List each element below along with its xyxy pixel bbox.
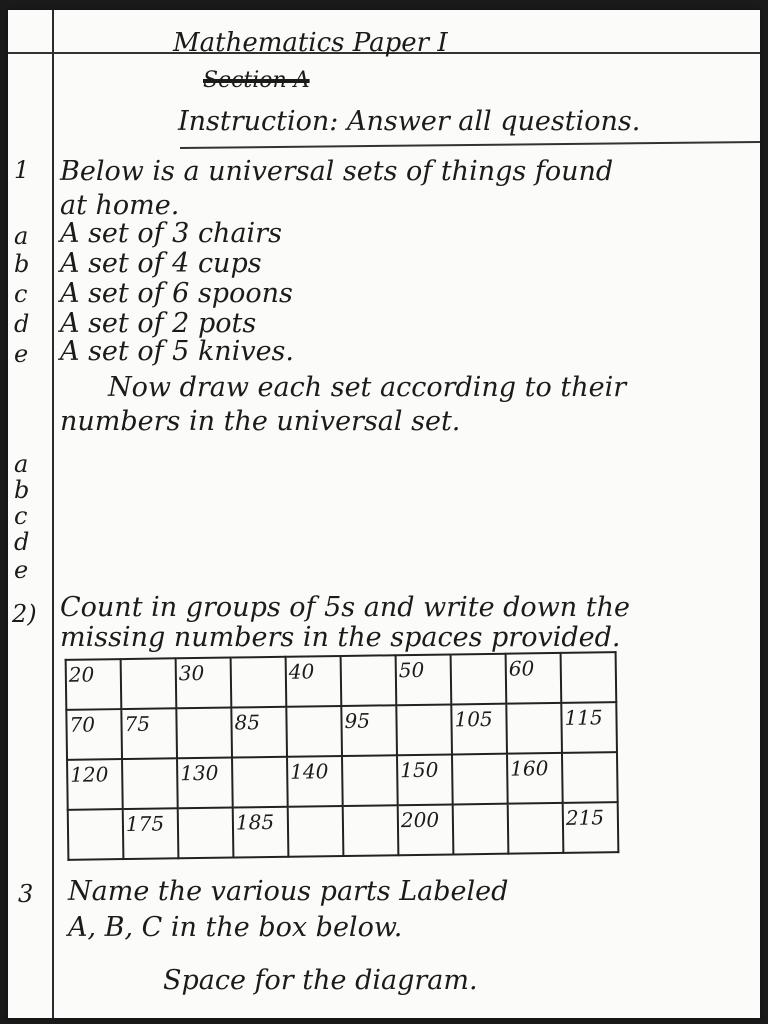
instruction-underline — [180, 141, 760, 149]
table-cell: 185 — [233, 807, 289, 858]
table-cell: 200 — [398, 804, 454, 855]
table-row — [66, 652, 617, 710]
answer-letter-d: d — [14, 528, 30, 556]
table-cell — [562, 752, 618, 803]
answer-letter-e: e — [14, 556, 29, 584]
question-1-task-line-2: numbers in the universal set. — [60, 406, 461, 437]
table-cell: 70 — [66, 709, 122, 760]
diagram-space-note: Space for the diagram. — [163, 965, 478, 996]
item-e-text: A set of 5 knives. — [60, 336, 294, 367]
count-by-5s-table-wrapper — [66, 655, 618, 857]
table-cell — [341, 655, 397, 706]
item-b-text: A set of 4 cups — [60, 248, 262, 279]
table-cell: 75 — [121, 708, 177, 759]
item-c-text: A set of 6 spoons — [60, 278, 293, 309]
table-cell — [68, 809, 124, 860]
table-cell — [453, 804, 509, 855]
question-3-line-2: A, B, C in the box below. — [68, 912, 403, 943]
table-cell — [561, 652, 617, 703]
answer-letter-b: b — [14, 476, 30, 504]
item-a-text: A set of 3 chairs — [60, 218, 282, 249]
table-cell: 105 — [451, 704, 507, 755]
instruction-line: Instruction: Answer all questions. — [178, 106, 641, 137]
table-cell — [231, 657, 287, 708]
table-cell — [232, 757, 288, 808]
table-cell — [122, 758, 178, 809]
item-letter-b: b — [14, 250, 30, 278]
table-cell — [396, 704, 452, 755]
table-cell: 115 — [561, 702, 617, 753]
table-row — [66, 702, 617, 760]
table-cell — [451, 654, 507, 705]
question-1-number: 1 — [14, 156, 30, 184]
count-by-5s-table — [65, 651, 620, 861]
table-cell: 130 — [177, 758, 233, 809]
table-cell: 20 — [66, 659, 122, 710]
item-letter-e: e — [14, 340, 29, 368]
table-cell — [288, 806, 344, 857]
table-cell — [121, 658, 177, 709]
answer-letter-c: c — [14, 502, 28, 530]
table-row — [67, 752, 618, 810]
section-heading-crossed-out: Section A — [203, 68, 310, 93]
table-cell — [176, 708, 232, 759]
table-cell — [452, 754, 508, 805]
table-cell: 50 — [396, 654, 452, 705]
table-cell: 140 — [287, 756, 343, 807]
table-cell: 175 — [123, 808, 179, 859]
table-cell: 85 — [231, 707, 287, 758]
table-row — [68, 802, 619, 860]
worksheet-page — [8, 10, 760, 1018]
paper-title: Mathematics Paper I — [173, 28, 448, 58]
question-3-number: 3 — [18, 880, 34, 908]
question-2-line-2: missing numbers in the spaces provided. — [60, 622, 621, 653]
question-1-intro-line-1: Below is a universal sets of things found — [60, 156, 614, 187]
table-cell: 160 — [507, 753, 563, 804]
question-1-intro-line-2: at home. — [60, 190, 180, 221]
margin-line — [52, 10, 54, 1018]
table-cell: 30 — [176, 658, 232, 709]
table-cell — [506, 703, 562, 754]
table-cell: 215 — [563, 802, 619, 853]
question-2-line-1: Count in groups of 5s and write down the — [60, 592, 630, 623]
question-1-task-line-1: Now draw each set according to their — [108, 372, 627, 403]
table-cell: 150 — [397, 754, 453, 805]
table-cell — [343, 805, 399, 856]
table-cell — [342, 755, 398, 806]
table-cell — [178, 808, 234, 859]
table-cell: 60 — [506, 653, 562, 704]
table-cell — [286, 706, 342, 757]
item-letter-c: c — [14, 280, 28, 308]
table-cell: 95 — [341, 705, 397, 756]
question-2-number: 2) — [12, 600, 37, 628]
table-cell — [508, 803, 564, 854]
item-d-text: A set of 2 pots — [60, 308, 257, 339]
item-letter-d: d — [14, 310, 30, 338]
table-cell: 120 — [67, 759, 123, 810]
table-cell: 40 — [286, 656, 342, 707]
item-letter-a: a — [14, 222, 29, 250]
answer-letter-a: a — [14, 450, 29, 478]
question-3-line-1: Name the various parts Labeled — [68, 876, 509, 907]
